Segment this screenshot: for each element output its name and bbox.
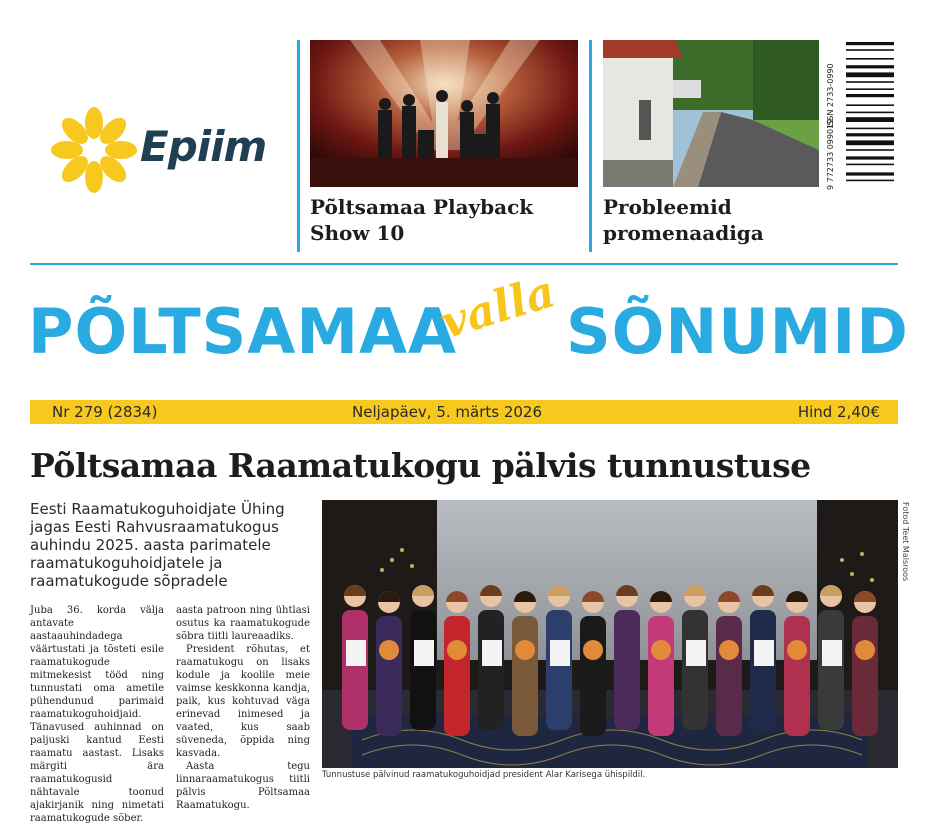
article-column-1: Juba 36. korda välja antavate aastaauhindadega väärtustati ja tõsteti esile raamatukogude mitmekesist tööd ning tunnustati oma ametile pühendunud parimaid raamatukoguhoidjaid. Tänavused auhinnad on paljuski kantud Eesti raamatu aastast. Lisaks märgiti ära raamatukogusid nähtavale toonud ajakirjanik ning nimetati raamatukogude sõber. <box>30 605 164 824</box>
masthead-left: PÕLTSAMAA <box>28 295 457 368</box>
teaser-title-playback[interactable]: Põltsamaa Playback Show 10 <box>310 195 534 245</box>
column-divider <box>589 40 592 252</box>
masthead-middle: valla <box>435 266 561 349</box>
logo-text: Epiim <box>140 122 267 171</box>
epiim-logo[interactable] <box>48 104 278 196</box>
column-divider <box>297 40 300 252</box>
barcode <box>838 40 894 190</box>
librarians-group-photo[interactable] <box>322 500 898 768</box>
sun-icon <box>48 104 140 196</box>
masthead-right: SÕNUMID <box>566 295 909 368</box>
article-lead: Eesti Raamatukoguhoidjate Ühing jagas Eesti Rahvusraamatukogus auhindu 2025. aasta parimatele raamatukoguhoidjatele ja raamatukogude sõpradele <box>30 500 285 590</box>
header-rule <box>30 263 898 265</box>
photo-caption: Tunnustuse pälvinud raamatukoguhoidjad president Alar Karisega ühispildil. <box>322 770 646 780</box>
issue-date: Neljapäev, 5. märts 2026 <box>352 403 543 421</box>
issue-info-bar <box>30 400 898 424</box>
article-headline[interactable]: Põltsamaa Raamatukogu pälvis tunnustuse <box>30 446 811 485</box>
article-column-2: aasta patroon ning ühtlasi osutus ka raamatukogude sõbra tiitli laureaadiks. President rõhutas, et raamatukogu on lisaks kodule ja koolile meie vaimse keskkonna kandja, paik, kus kohtuvad väga erinevad inimesed ja vaated, kus saab süveneda, õppida ning kasvada. Aasta tegu linnaraamatukogus tiitli pälvis Põltsamaa Raamatukogu. <box>176 605 310 811</box>
teaser-title-promenade[interactable]: Probleemid promenaadiga <box>603 195 764 245</box>
barcode-digits: 9 772733 099019 <box>826 118 835 190</box>
promenade-photo[interactable] <box>603 40 819 187</box>
issue-price: Hind 2,40€ <box>797 403 880 421</box>
photo-credit: Fotod Teet Malsroos <box>901 502 910 582</box>
playback-show-photo[interactable] <box>310 40 578 187</box>
issn-label: ISSN 2733-0990 <box>826 63 835 128</box>
issue-number: Nr 279 (2834) <box>52 403 158 421</box>
